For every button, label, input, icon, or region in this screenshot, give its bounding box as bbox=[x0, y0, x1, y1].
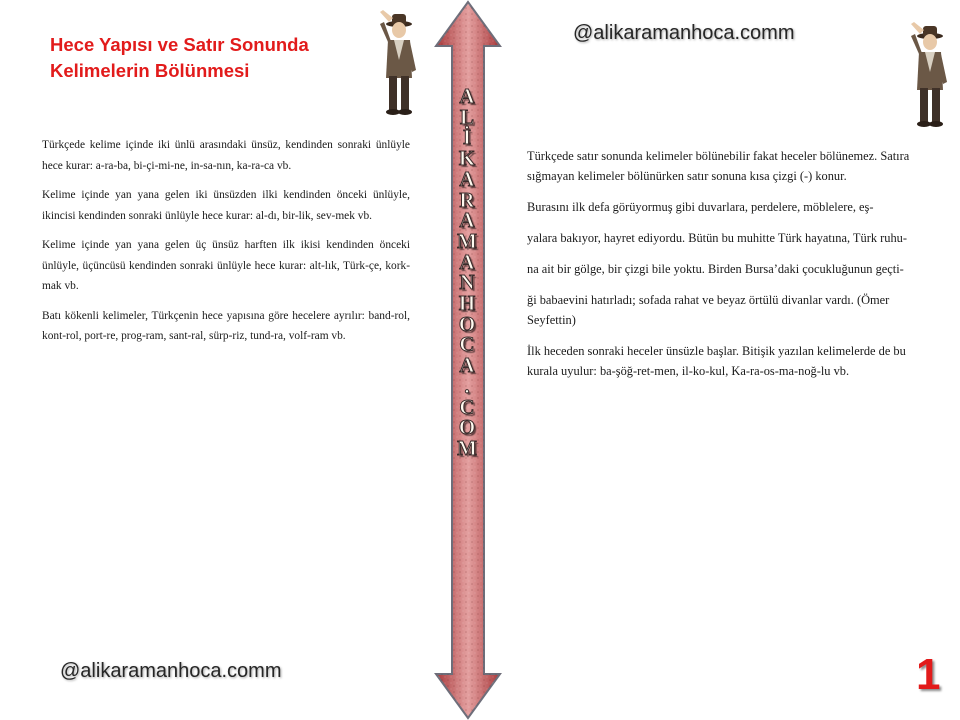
arrow-letter: K bbox=[458, 146, 476, 171]
watermark-top: @alikaramanhoca.comm bbox=[573, 22, 795, 44]
watermark-bottom: @alikaramanhoca.comm bbox=[60, 660, 282, 682]
left-paragraph-3: Kelime içinde yan yana gelen üç ünsüz harften ilk ikisi kendinden önceki ünlüyle, üçüncüsü kendinden sonraki ünlüyle hece kurar: alt-lık, Türk-çe, kork-mak vb. bbox=[42, 239, 410, 292]
arrow-letter: İ bbox=[462, 125, 472, 150]
left-paragraph-4: Batı kökenli kelimeler, Türkçenin hece yapısına göre hecelere ayrılır: band-rol, kont-rol, port-re, prog-ram, sant-ral, sürp-riz, tund-ra, volf-ram vb. bbox=[42, 309, 410, 342]
arrow-letter: L bbox=[459, 104, 474, 129]
slide-title-line-2: Kelimelerin Bölünmesi bbox=[50, 60, 250, 81]
right-column-text bbox=[527, 146, 937, 392]
right-example-line-3: na ait bir gölge, bir çizgi bile yoktu. Birden Bursa’daki çocukluğunun geçti- bbox=[527, 262, 904, 276]
waving-man-left-icon bbox=[374, 10, 424, 120]
arrow-letter: . bbox=[464, 373, 470, 398]
arrow-letter: A bbox=[459, 353, 475, 378]
arrow-letter: A bbox=[459, 208, 475, 233]
left-column-text bbox=[42, 135, 410, 356]
arrow-letter: C bbox=[459, 394, 475, 419]
arrow-letter: A bbox=[459, 249, 475, 274]
arrow-letter: A bbox=[459, 166, 475, 191]
arrow-vertical-text bbox=[442, 86, 492, 459]
arrow-letter: H bbox=[458, 291, 476, 316]
right-example-line-2: yalara bakıyor, hayret ediyordu. Bütün bu muhitte Türk hayatına, Türk ruhu- bbox=[527, 231, 907, 245]
arrow-letter: O bbox=[458, 311, 476, 336]
right-example-line-1: Burasını ilk defa görüyormuş gibi duvarlara, perdelere, möblelere, eş- bbox=[527, 200, 874, 214]
slide-title bbox=[50, 32, 370, 84]
slide-title-line-1: Hece Yapısı ve Satır Sonunda bbox=[50, 34, 309, 55]
arrow-letter: M bbox=[457, 228, 477, 253]
arrow-letter: R bbox=[459, 187, 475, 212]
left-paragraph-1: Türkçede kelime içinde iki ünlü arasındaki ünsüz, kendinden sonraki ünlüyle hece kurar: a-ra-ba, bi-çi-mi-ne, in-sa-nın, ka-ra-ca vb. bbox=[42, 139, 410, 172]
arrow-letter: M bbox=[457, 435, 477, 460]
right-paragraph-2: İlk heceden sonraki heceler ünsüzle başlar. Bitişik yazılan kelimelerde de bu kurala uyulur: ba-şöğ-ret-men, il-ko-kul, Ka-ra-os-ma-noğ-lu vb. bbox=[527, 344, 906, 378]
arrow-letter: O bbox=[458, 415, 476, 440]
arrow-letter: N bbox=[459, 270, 475, 295]
waving-man-right-icon bbox=[905, 22, 955, 132]
arrow-letter: A bbox=[459, 84, 475, 108]
left-paragraph-2: Kelime içinde yan yana gelen iki ünsüzden ilki kendinden önceki ünlüyle, ikincisi kendinden sonraki ünlüyle hece kurar: al-dı, bir-lik, sev-mek vb. bbox=[42, 189, 410, 222]
right-paragraph-1: Türkçede satır sonunda kelimeler bölünebilir fakat heceler bölünemez. Satıra sığmayan kelimeler bölünürken satır sonuna kısa çizgi (-) konur. bbox=[527, 149, 910, 183]
page-number: 1 bbox=[916, 650, 941, 699]
arrow-letter: C bbox=[459, 332, 475, 357]
right-example-line-4: ği babaevini hatırladı; sofada rahat ve beyaz örtülü divanlar vardı. (Ömer Seyfettin) bbox=[527, 293, 890, 327]
